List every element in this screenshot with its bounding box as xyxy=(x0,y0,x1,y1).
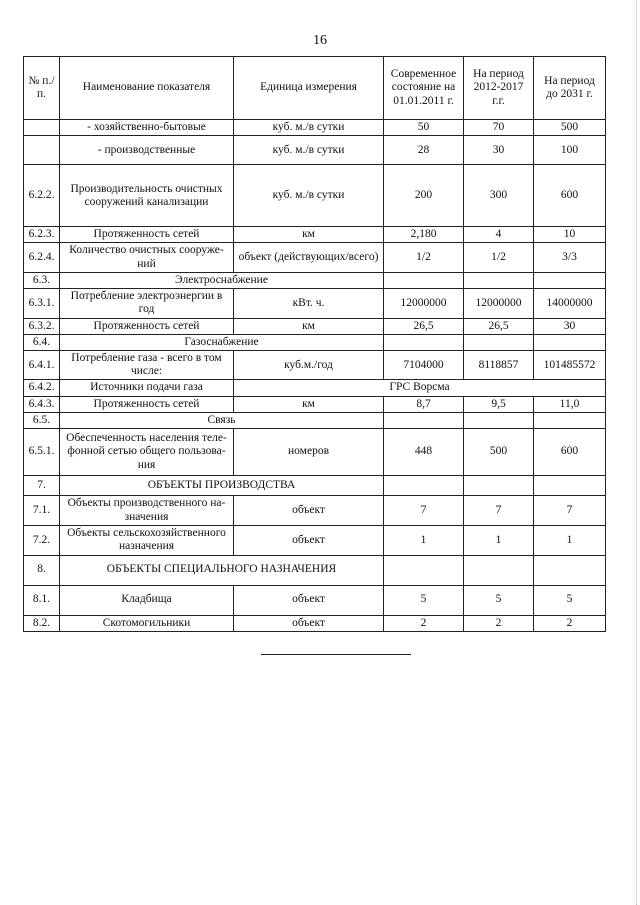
cell-num: 7. xyxy=(24,476,60,496)
cell-num: 8. xyxy=(24,555,60,585)
section-title: Связь xyxy=(60,412,384,428)
cell-num: 6.4. xyxy=(24,334,60,350)
cell-num: 7.2. xyxy=(24,526,60,555)
cell-name: Объекты производственного на-значения xyxy=(60,496,234,526)
cell-period: 7 xyxy=(464,496,534,526)
header-current: Современное состояние на 01.01.2011 г. xyxy=(384,57,464,120)
empty-cell xyxy=(534,272,606,288)
cell-unit: объект xyxy=(234,585,384,615)
cell-period: 1 xyxy=(464,526,534,555)
table-row xyxy=(24,243,606,272)
cell-num: 6.5.1. xyxy=(24,429,60,476)
cell-unit: объект xyxy=(234,615,384,631)
cell-name: Потребление газа - всего в том числе: xyxy=(60,350,234,379)
cell-future: 101485572 xyxy=(534,350,606,379)
cell-period: 1/2 xyxy=(464,243,534,272)
table-row xyxy=(24,120,606,136)
cell-name: - производственные xyxy=(60,136,234,165)
cell-period: 9,5 xyxy=(464,396,534,412)
table-body xyxy=(24,120,606,632)
cell-name: Источники подачи газа xyxy=(60,380,234,396)
cell-period: 5 xyxy=(464,585,534,615)
empty-cell xyxy=(534,555,606,585)
cell-future: 500 xyxy=(534,120,606,136)
cell-name: Производительность очистных сооружений канализации xyxy=(60,165,234,227)
empty-cell xyxy=(384,272,464,288)
cell-period: 70 xyxy=(464,120,534,136)
cell-current: 200 xyxy=(384,165,464,227)
cell-unit: объект (действующих/всего) xyxy=(234,243,384,272)
cell-name: Протяженность сетей xyxy=(60,227,234,243)
section-row xyxy=(24,555,606,585)
cell-future: 5 xyxy=(534,585,606,615)
cell-unit: кВт. ч. xyxy=(234,289,384,318)
cell-future: 100 xyxy=(534,136,606,165)
cell-num: 8.1. xyxy=(24,585,60,615)
cell-unit: км xyxy=(234,227,384,243)
cell-current: 50 xyxy=(384,120,464,136)
cell-name: Потребление электроэнергии в год xyxy=(60,289,234,318)
empty-cell xyxy=(384,412,464,428)
section-row xyxy=(24,476,606,496)
cell-unit: номеров xyxy=(234,429,384,476)
cell-num: 6.3. xyxy=(24,272,60,288)
table-row xyxy=(24,165,606,227)
cell-current: 1/2 xyxy=(384,243,464,272)
cell-unit: куб. м./в сутки xyxy=(234,165,384,227)
cell-current: 26,5 xyxy=(384,318,464,334)
cell-num: 6.4.2. xyxy=(24,380,60,396)
cell-current: 12000000 xyxy=(384,289,464,318)
table-row xyxy=(24,350,606,379)
cell-period: 4 xyxy=(464,227,534,243)
section-title: Электроснабжение xyxy=(60,272,384,288)
cell-current: 2,180 xyxy=(384,227,464,243)
cell-future: 600 xyxy=(534,429,606,476)
cell-num: 6.5. xyxy=(24,412,60,428)
empty-cell xyxy=(534,334,606,350)
cell-num: 6.4.3. xyxy=(24,396,60,412)
cell-num: 6.2.3. xyxy=(24,227,60,243)
cell-unit: км xyxy=(234,318,384,334)
empty-cell xyxy=(534,412,606,428)
cell-period: 300 xyxy=(464,165,534,227)
cell-unit: объект xyxy=(234,496,384,526)
cell-unit: объект xyxy=(234,526,384,555)
table-row xyxy=(24,136,606,165)
section-row xyxy=(24,334,606,350)
empty-cell xyxy=(464,476,534,496)
cell-future: 14000000 xyxy=(534,289,606,318)
cell-name: Протяженность сетей xyxy=(60,318,234,334)
cell-future: 600 xyxy=(534,165,606,227)
cell-future: 7 xyxy=(534,496,606,526)
empty-cell xyxy=(534,476,606,496)
table-row xyxy=(24,585,606,615)
cell-future: 2 xyxy=(534,615,606,631)
cell-future: 10 xyxy=(534,227,606,243)
cell-current: 7 xyxy=(384,496,464,526)
cell-future: 30 xyxy=(534,318,606,334)
cell-current: 1 xyxy=(384,526,464,555)
page-number: 16 xyxy=(313,33,327,48)
cell-future: 11,0 xyxy=(534,396,606,412)
header-period: На период 2012-2017 г.г. xyxy=(464,57,534,120)
cell-num xyxy=(24,120,60,136)
table-row xyxy=(24,496,606,526)
cell-num: 6.4.1. xyxy=(24,350,60,379)
empty-cell xyxy=(384,334,464,350)
section-row xyxy=(24,412,606,428)
cell-num: 6.2.2. xyxy=(24,165,60,227)
header-future: На период до 2031 г. xyxy=(534,57,606,120)
cell-unit: км xyxy=(234,396,384,412)
table-row xyxy=(24,429,606,476)
cell-num: 6.3.2. xyxy=(24,318,60,334)
cell-unit: куб. м./в сутки xyxy=(234,120,384,136)
empty-cell xyxy=(384,555,464,585)
cell-period: 2 xyxy=(464,615,534,631)
cell-name: Протяженность сетей xyxy=(60,396,234,412)
scan-edge xyxy=(635,0,637,905)
separator-line xyxy=(261,654,411,655)
cell-num: 8.2. xyxy=(24,615,60,631)
cell-period: 8118857 xyxy=(464,350,534,379)
section-row xyxy=(24,272,606,288)
header-name: Наименование показателя xyxy=(60,57,234,120)
cell-merged-value: ГРС Ворсма xyxy=(234,380,606,396)
cell-name: Скотомогильники xyxy=(60,615,234,631)
empty-cell xyxy=(464,412,534,428)
table-row xyxy=(24,396,606,412)
table-row xyxy=(24,615,606,631)
cell-current: 8,7 xyxy=(384,396,464,412)
section-title: ОБЪЕКТЫ ПРОИЗВОДСТВА xyxy=(60,476,384,496)
section-title: Газоснабжение xyxy=(60,334,384,350)
cell-current: 2 xyxy=(384,615,464,631)
cell-name: Обеспеченность населения теле-фонной сетью общего пользова-ния xyxy=(60,429,234,476)
cell-unit: куб. м./в сутки xyxy=(234,136,384,165)
section-title: ОБЪЕКТЫ СПЕЦИАЛЬНОГО НАЗНАЧЕНИЯ xyxy=(60,555,384,585)
table-row xyxy=(24,526,606,555)
cell-period: 26,5 xyxy=(464,318,534,334)
empty-cell xyxy=(464,334,534,350)
table-row xyxy=(24,380,606,396)
table-header xyxy=(24,57,606,120)
cell-name: - хозяйственно-бытовые xyxy=(60,120,234,136)
cell-num: 7.1. xyxy=(24,496,60,526)
cell-num: 6.3.1. xyxy=(24,289,60,318)
empty-cell xyxy=(464,555,534,585)
cell-future: 1 xyxy=(534,526,606,555)
cell-name: Кладбища xyxy=(60,585,234,615)
cell-current: 448 xyxy=(384,429,464,476)
header-unit: Единица измерения xyxy=(234,57,384,120)
indicators-table xyxy=(23,56,606,632)
cell-future: 3/3 xyxy=(534,243,606,272)
cell-name: Объекты сельскохозяйственного назначения xyxy=(60,526,234,555)
cell-current: 7104000 xyxy=(384,350,464,379)
header-num: № п./п. xyxy=(24,57,60,120)
table-row xyxy=(24,227,606,243)
cell-period: 12000000 xyxy=(464,289,534,318)
cell-current: 5 xyxy=(384,585,464,615)
table-row xyxy=(24,289,606,318)
cell-period: 30 xyxy=(464,136,534,165)
empty-cell xyxy=(464,272,534,288)
empty-cell xyxy=(384,476,464,496)
cell-num: 6.2.4. xyxy=(24,243,60,272)
cell-num xyxy=(24,136,60,165)
cell-current: 28 xyxy=(384,136,464,165)
cell-period: 500 xyxy=(464,429,534,476)
cell-name: Количество очистных сооруже-ний xyxy=(60,243,234,272)
table-row xyxy=(24,318,606,334)
cell-unit: куб.м./год xyxy=(234,350,384,379)
